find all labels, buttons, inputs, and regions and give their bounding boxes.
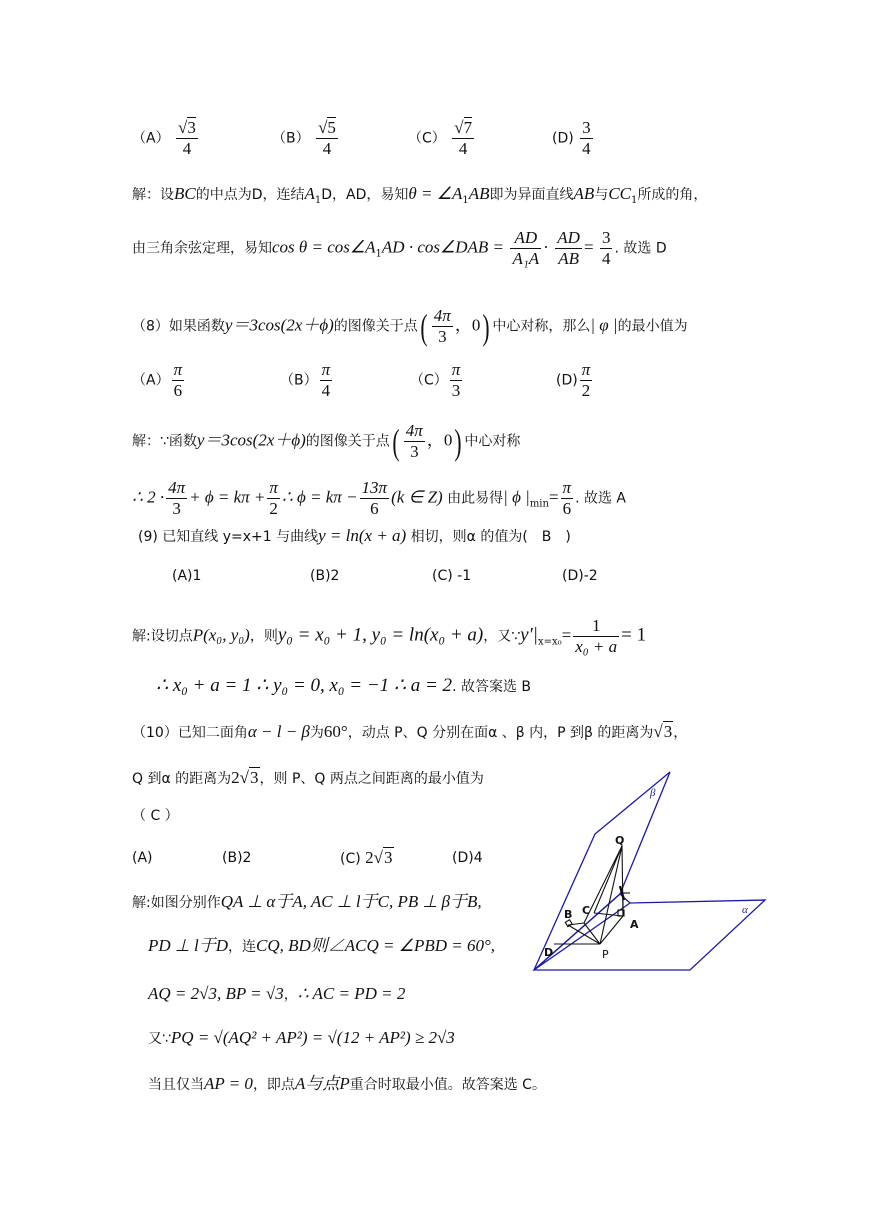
q8-solution-line2: ∴ 2 · $\frac{4\pi}{3}$ + ϕ = kπ + $\frac{\pi}{2}$ ∴ ϕ = kπ − $\frac{13\pi}{6}$ (k ∈ Z) 由此易得| ϕ $|_{min}=$ $\frac{\pi}{6}$ . 故选 A <box>132 478 627 518</box>
label-d: D <box>544 946 554 959</box>
q10-question-line1: （10）已知二面角α − l − β为60°，动点 P、Q 分别在面α 、β 内，P 到β 的距离为√3， <box>132 722 688 741</box>
q10-question-line2: Q 到α 的距离为2√3，则 P、Q 两点之间距离的最小值为 <box>132 768 484 787</box>
label-c: C <box>582 904 591 917</box>
label-b: B <box>564 908 573 921</box>
label-beta: β <box>650 787 656 799</box>
label-a: A <box>630 918 639 931</box>
plane-beta <box>534 772 670 970</box>
label-q: Q <box>615 834 625 847</box>
q10-solution-line2: PD ⊥ l于D，连CQ, BD则∠ACQ = ∠PBD = 60°, <box>148 936 496 955</box>
q10-solution-line5: 当且仅当AP = 0，即点A与点P重合时取最小值。故答案选 C。 <box>148 1074 546 1093</box>
label-alpha: α <box>742 904 748 916</box>
q10-solution-line4: 又∵PQ = √(AQ² + AP²) = √(12 + AP²) ≥ 2√3 <box>148 1028 455 1047</box>
q9-question: (9) 已知直线 y=x+1 与曲线y = ln(x + a) 相切，则α 的值为( B ) <box>138 526 571 545</box>
q7-option-d-value: $\frac{3}{4}$ <box>582 118 591 158</box>
q9-solution-line2: ∴ x₀ + a = 1 ∴ y₀ = 0, x₀ = −1 ∴ a = 2. 故答案选 B <box>156 675 532 696</box>
q8-question: （8）如果函数y＝3cos(2x＋ϕ)的图像关于点( $\frac{4\pi}{3}$ ，0) 中心对称，那么| φ |的最小值为 <box>132 306 688 347</box>
q10-solution-line1: 解:如图分别作QA ⊥ α于A, AC ⊥ l于C, PB ⊥ β于B, <box>132 892 482 911</box>
q8-solution-line1: 解：∵函数y＝3cos(2x＋ϕ)的图像关于点( $\frac{4\pi}{3}$ ，0) 中心对称 <box>132 421 521 462</box>
q7-solution-line1: 解：设BC的中点为D，连结$A_1D$，AD，易知$\theta = \angle A_1AB$即为异面直线AB与$CC_1$所成的角， <box>132 184 708 206</box>
q7-option-b-value: $\frac{√5}{4}$ <box>318 118 336 158</box>
dihedral-angle-figure <box>530 768 770 973</box>
q7-solution-line2: 由三角余弦定理，易知$\cos \theta = \cos\angle A_1AD$ · cos∠DAB = $\frac{AD}{\text{A₁A}}$ · $\frac{AD}{AB}$ = $\frac{3}{4}$ . 故选 D <box>132 228 667 268</box>
q7-option-c-value: $\frac{√7}{4}$ <box>454 118 473 158</box>
q9-solution-line1: 解:设切点P(x₀, y₀)，则y₀ = x₀ + 1, y₀ = ln(x₀ + a)，又$\because y'|_{x=x_0}=$ $\frac{1}{\text{x₀ + a}}$ = 1 <box>132 616 647 656</box>
q10-solution-line3: AQ = 2√3, BP = √3，∴ AC = PD = 2 <box>148 984 406 1003</box>
q7-option-a-value: $\frac{√3}{4}$ <box>178 118 196 158</box>
q10-answer: （ C ） <box>132 808 179 824</box>
label-p: P <box>602 948 609 961</box>
